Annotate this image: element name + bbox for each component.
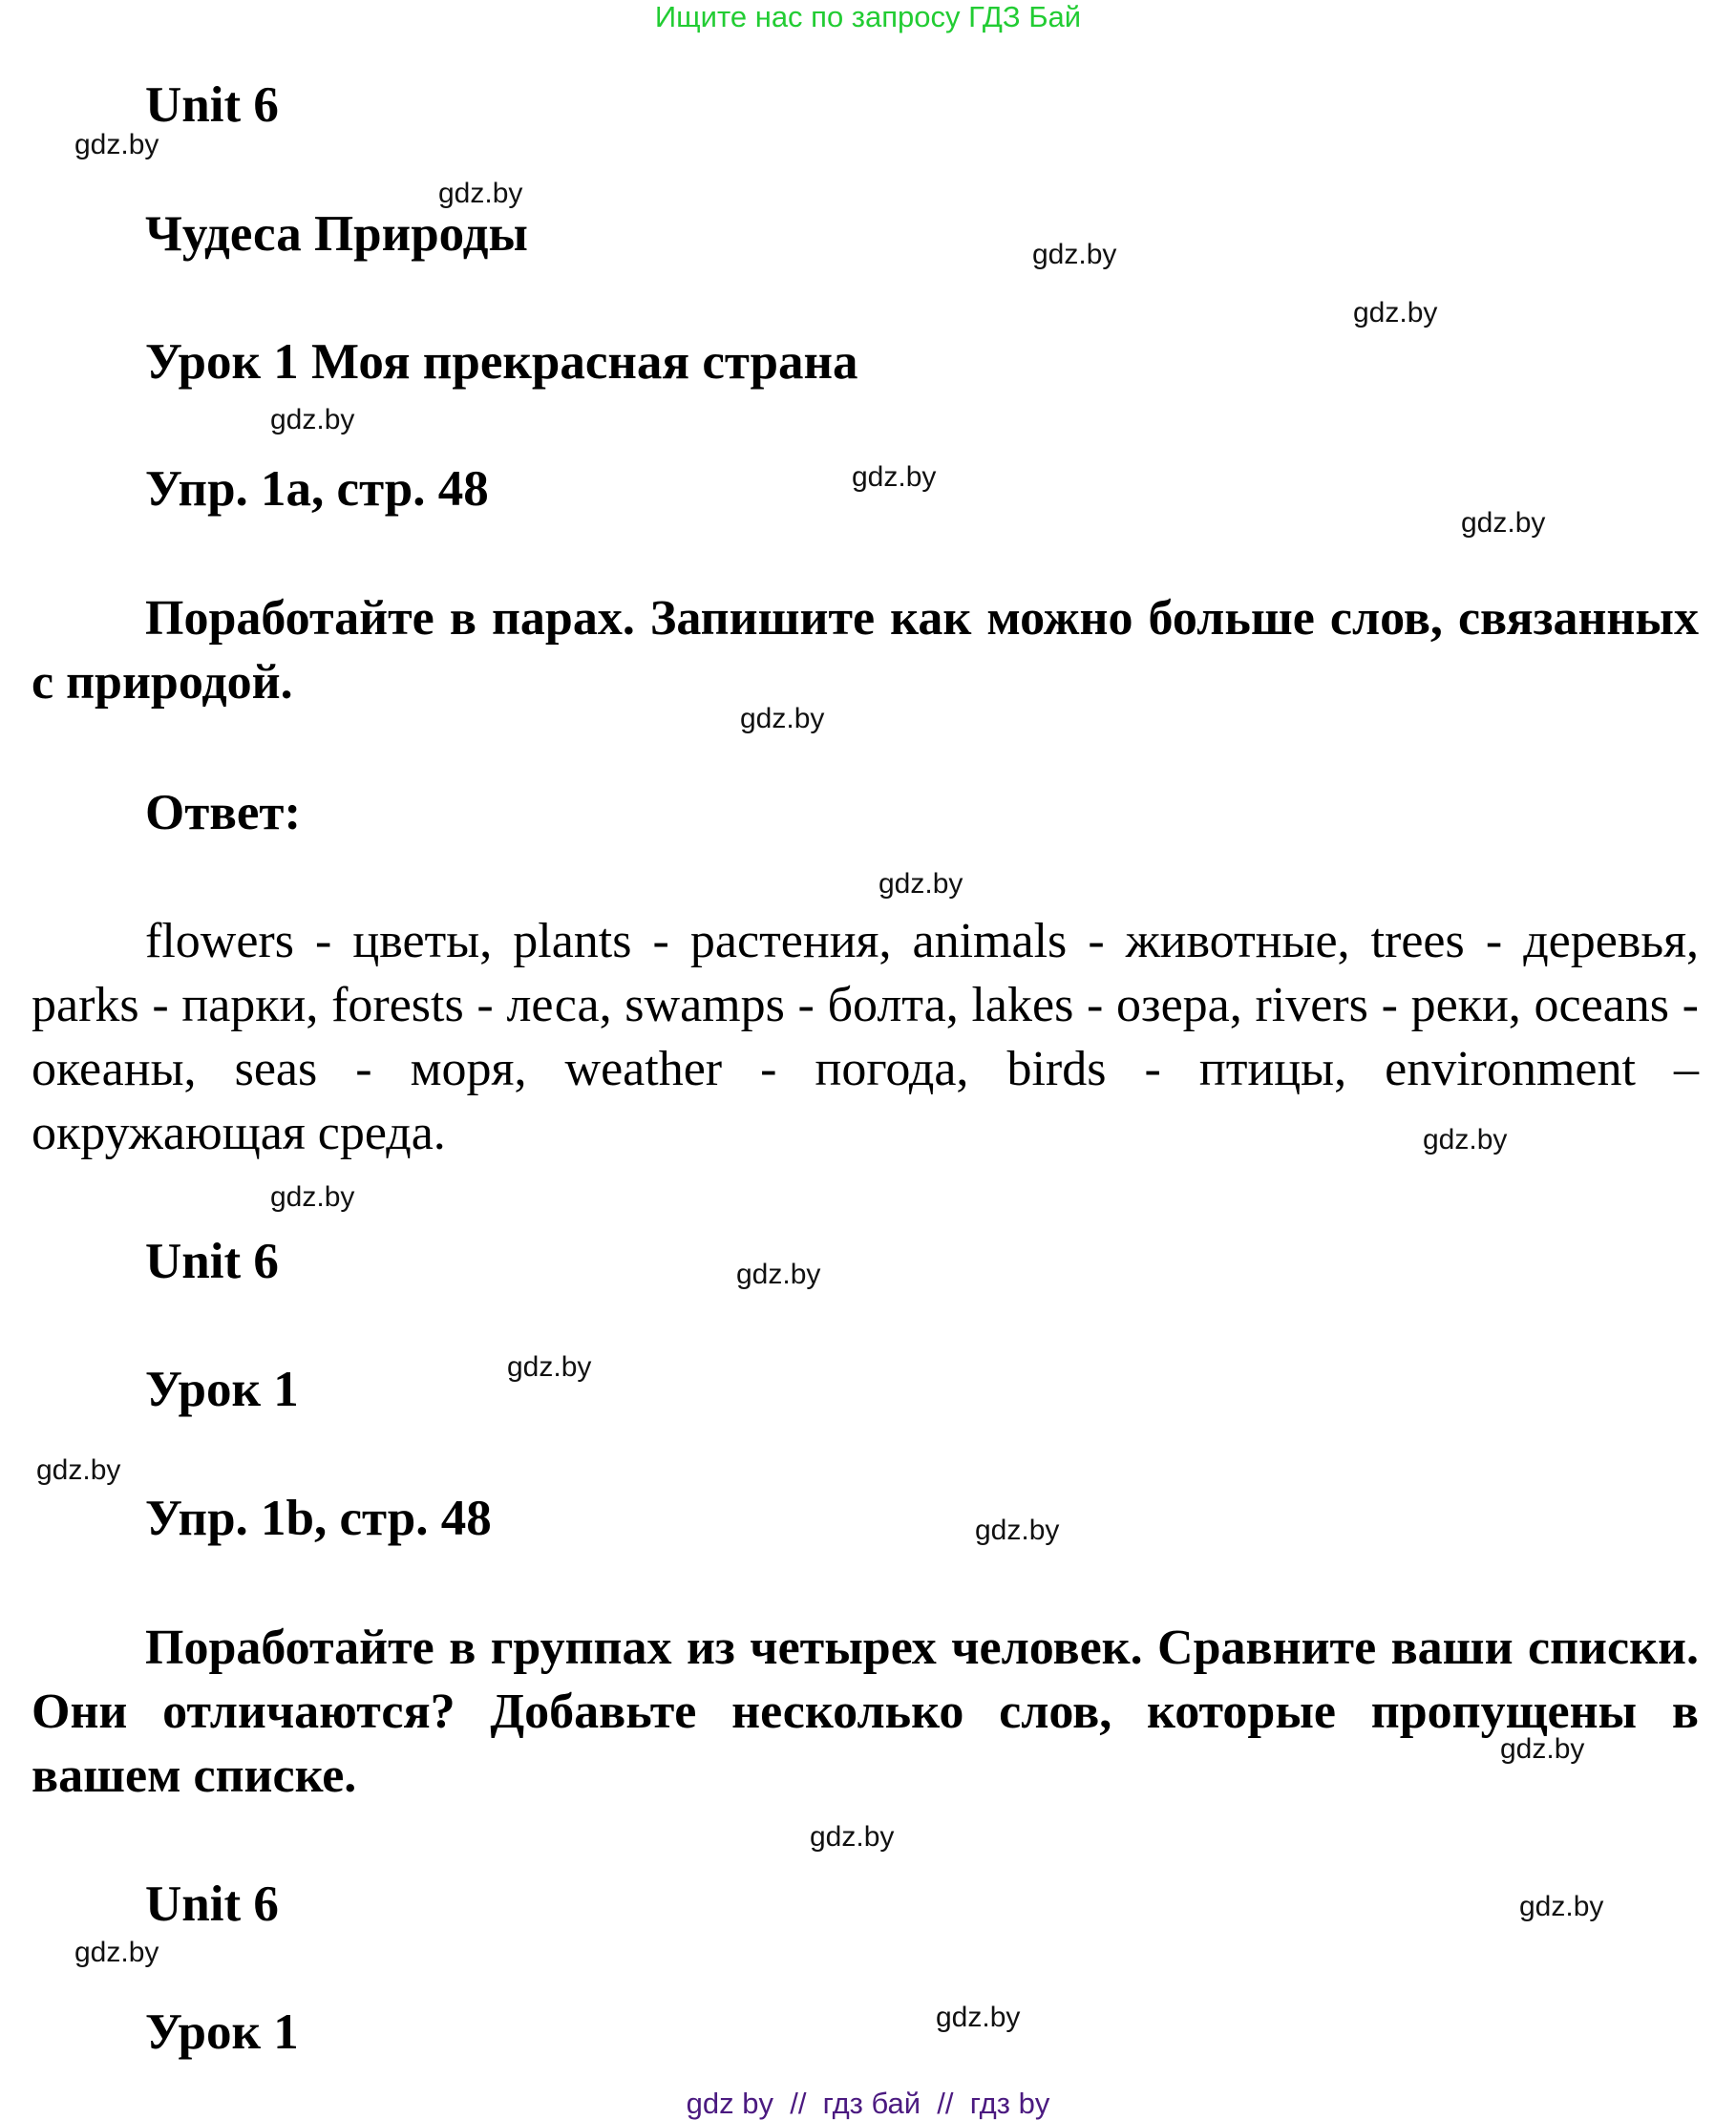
search-hint-banner: Ищите нас по запросу ГДЗ Бай — [654, 0, 1082, 33]
unit-heading: Unit 6 — [145, 1234, 279, 1289]
watermark: gdz.by — [1519, 1891, 1604, 1922]
watermark: gdz.by — [1032, 239, 1117, 270]
watermark: gdz.by — [1500, 1733, 1585, 1765]
watermark: gdz.by — [736, 1259, 821, 1290]
watermark: gdz.by — [1461, 507, 1546, 539]
watermark: gdz.by — [975, 1515, 1060, 1546]
watermark: gdz.by — [438, 178, 523, 209]
task-text: Поработайте в группах из четырех человек. Сравните ваши списки. Они отличаются? Добавьте несколько слов, которые пропущены в вашем списке. — [32, 1621, 1699, 1803]
unit-heading: Unit 6 — [145, 1876, 279, 1932]
watermark: gdz.by — [936, 2002, 1021, 2033]
watermark: gdz.by — [1423, 1124, 1508, 1155]
lesson-heading: Урок 1 — [145, 2004, 299, 2060]
watermark: gdz.by — [879, 868, 963, 900]
answer-label: Ответ: — [145, 785, 302, 840]
exercise-heading: Упр. 1b, стр. 48 — [145, 1491, 492, 1546]
unit-heading: Unit 6 — [145, 77, 279, 133]
watermark: gdz.by — [1353, 297, 1438, 329]
site-links-footer: gdz by // гдз бай // гдз by — [686, 2087, 1050, 2120]
watermark: gdz.by — [270, 1181, 355, 1213]
watermark: gdz.by — [270, 404, 355, 435]
watermark: gdz.by — [507, 1351, 592, 1383]
task-text: Поработайте в парах. Запишите как можно больше слов, связанных с природой. — [32, 591, 1699, 710]
watermark: gdz.by — [74, 1937, 159, 1968]
unit-title: Чудеса Природы — [145, 206, 528, 262]
watermark: gdz.by — [810, 1821, 895, 1853]
answer-text: flowers - цветы, plants - растения, animals - животные, trees - деревья, parks - парки, forests - леса, swamps - болта, lakes - озера, rivers - реки, oceans - океаны, seas - моря, weather - погода, birds - птицы, environment – окружающая среда. — [32, 914, 1699, 1160]
watermark: gdz.by — [740, 703, 825, 734]
watermark: gdz.by — [852, 461, 937, 493]
watermark: gdz.by — [74, 129, 159, 160]
exercise-heading: Упр. 1a, стр. 48 — [145, 461, 489, 517]
lesson-heading: Урок 1 Моя прекрасная страна — [145, 334, 858, 390]
lesson-heading: Урок 1 — [145, 1362, 299, 1417]
watermark: gdz.by — [36, 1454, 121, 1486]
